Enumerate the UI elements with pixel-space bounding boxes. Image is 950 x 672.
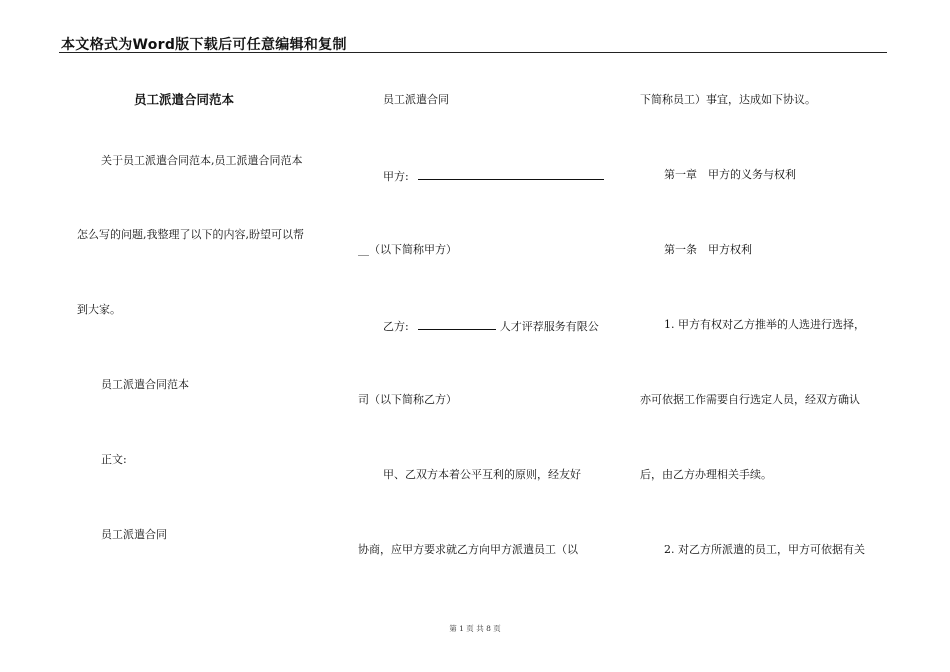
party-b-blank xyxy=(418,319,496,330)
party-b-company: 人才评荐服务有限公 xyxy=(499,320,599,333)
party-b-label: 乙方: xyxy=(383,320,409,333)
document-header: 本文格式为Word版下载后可任意编辑和复制 xyxy=(61,37,347,53)
paragraph-line: 甲、乙双方本着公平互利的原则，经友好 xyxy=(383,468,581,481)
paragraph-line: 1. 甲方有权对乙方推举的人选进行选择， xyxy=(664,318,865,331)
page-number: 第 1 页 共 8 页 xyxy=(449,624,501,633)
paragraph-line: 员工派遣合同 xyxy=(383,93,449,106)
header-divider xyxy=(59,52,887,53)
paragraph-line: 关于员工派遣合同范本,员工派遣合同范本 xyxy=(101,154,303,167)
paragraph-line: 下简称员工）事宜，达成如下协议。 xyxy=(640,93,816,106)
paragraph-line: 2. 对乙方所派遣的员工，甲方可依据有关 xyxy=(664,543,865,556)
chapter-heading: 第一章 甲方的义务与权利 xyxy=(664,168,796,181)
paragraph-line: 后，由乙方办理相关手续。 xyxy=(640,468,772,481)
paragraph-line: 到大家。 xyxy=(77,303,121,316)
party-a-label: 甲方: xyxy=(383,170,409,183)
paragraph-line: 协商，应甲方要求就乙方向甲方派遣员工（以 xyxy=(358,543,578,556)
paragraph-line: 员工派遣合同范本 xyxy=(101,378,189,391)
party-b-line xyxy=(383,319,599,333)
party-a-blank xyxy=(418,169,604,180)
paragraph-line: 正文: xyxy=(101,453,127,466)
paragraph-line: 亦可依据工作需要自行选定人员，经双方确认 xyxy=(640,393,860,406)
article-heading: 第一条 甲方权利 xyxy=(664,243,752,256)
document-title: 员工派遣合同范本 xyxy=(134,92,235,107)
paragraph-line: __（以下简称甲方） xyxy=(358,243,457,256)
party-a-line xyxy=(383,169,604,183)
paragraph-line: 司（以下简称乙方） xyxy=(358,393,457,406)
paragraph-line: 员工派遣合同 xyxy=(101,528,167,541)
paragraph-line: 怎么写的问题,我整理了以下的内容,盼望可以帮 xyxy=(77,228,304,241)
